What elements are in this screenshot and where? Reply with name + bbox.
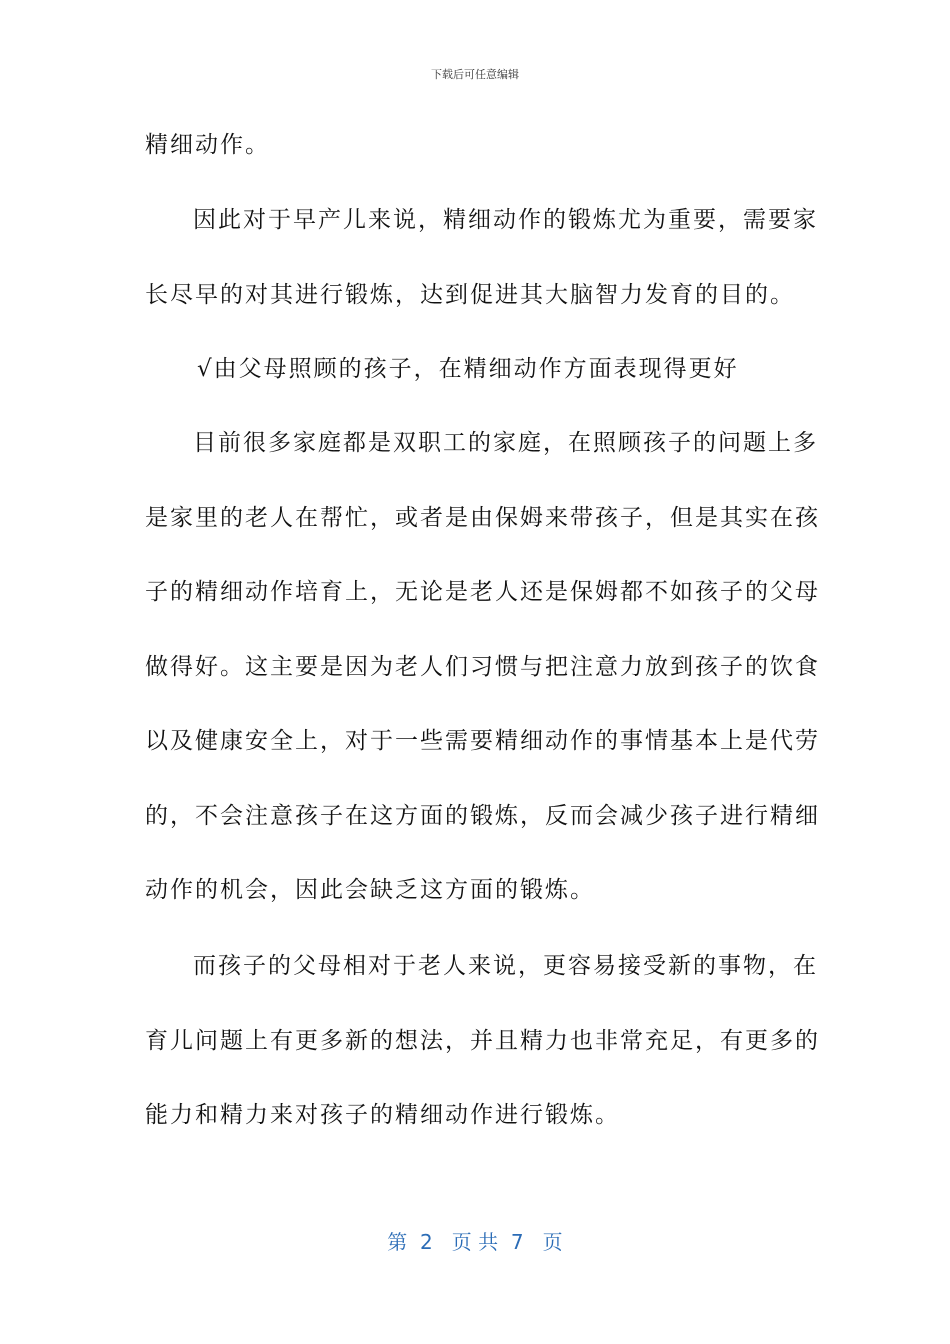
page-number-footer: 第 2 页 共 7 页 xyxy=(387,1230,563,1254)
paragraph-line: 育儿问题上有更多新的想法，并且精力也非常充足，有更多的 xyxy=(145,1028,820,1054)
paragraph-line: 因此对于早产儿来说，精细动作的锻炼尤为重要，需要家 xyxy=(193,207,818,233)
paragraph-line: 的，不会注意孩子在这方面的锻炼，反而会减少孩子进行精细 xyxy=(145,803,820,829)
paragraph-line: 是家里的老人在帮忙，或者是由保姆来带孩子，但是其实在孩 xyxy=(145,505,820,531)
page-header: 下载后可任意编辑 xyxy=(431,68,519,81)
paragraph-line: 动作的机会，因此会缺乏这方面的锻炼。 xyxy=(145,877,595,903)
paragraph-line: 而孩子的父母相对于老人来说，更容易接受新的事物，在 xyxy=(193,953,818,979)
paragraph-line: 目前很多家庭都是双职工的家庭，在照顾孩子的问题上多 xyxy=(193,430,818,456)
paragraph-line: 子的精细动作培育上，无论是老人还是保姆都不如孩子的父母 xyxy=(145,579,820,605)
paragraph-line: 以及健康安全上，对于一些需要精细动作的事情基本上是代劳 xyxy=(145,728,820,754)
section-heading: √由父母照顾的孩子，在精细动作方面表现得更好 xyxy=(197,356,739,382)
paragraph-line: 能力和精力来对孩子的精细动作进行锻炼。 xyxy=(145,1102,620,1128)
paragraph-line: 精细动作。 xyxy=(145,132,270,158)
paragraph-line: 长尽早的对其进行锻炼，达到促进其大脑智力发育的目的。 xyxy=(145,282,795,308)
paragraph-line: 做得好。这主要是因为老人们习惯与把注意力放到孩子的饮食 xyxy=(145,654,820,680)
